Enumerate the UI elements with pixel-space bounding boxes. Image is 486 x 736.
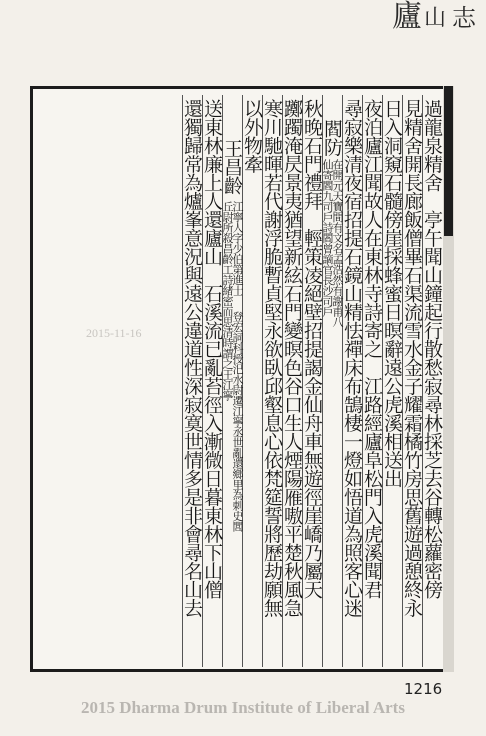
column-text: 過龍泉精舍 亭午聞山鐘起行散愁寂尋林採芝去谷轉松蘿密傍 [421, 99, 443, 599]
page-header [0, 0, 486, 86]
author-note: 仙寄閻九司戶詩閻曾謫官長沙司戶 [321, 159, 334, 317]
text-column [422, 95, 442, 667]
text-column [342, 95, 362, 667]
column-text: 尋寂樂清夜宿招提石鏡山精怯禪床布鵠棲一燈如悟道為照客心迷 [341, 99, 363, 617]
text-column [302, 95, 322, 667]
author-note-column [322, 95, 342, 667]
author-note: 江寧人字少伯第進士 [231, 201, 244, 296]
author-name: 王昌齡 [221, 139, 243, 195]
text-column [182, 95, 202, 667]
column-text: 秋晚石門禮拜 輕策凌絕壁招提謁金仙舟車無遊徑崖嶠乃屬天 [301, 99, 323, 599]
column-text: 夜泊廬江聞故人在東林寺詩寄之 江路經廬阜松門入虎溪聞君 [361, 99, 383, 599]
author-name: 閻防 [321, 119, 343, 156]
header-glyph: 山 [424, 6, 447, 31]
column-text: 見精舍開長廊飯僧畢石渠流雪水金子耀霜橘竹房思舊遊過憩終永 [401, 99, 423, 617]
text-column [402, 95, 422, 667]
text-column [202, 95, 222, 667]
text-column [362, 95, 382, 667]
column-text: 還獨歸常為爐峯意況與遠公違道性深寂寞世情多是非會尋名山去 [181, 99, 203, 617]
margin-mark [444, 86, 453, 236]
column-text: 寒川馳暉若代謝浮脆暫貞堅永欲臥邱壑息心依梵筵誓將歷劫願無 [261, 99, 283, 617]
column-text: 以外物牽 [241, 99, 263, 173]
author-note: 丘尉所殺昌齡工詩緒密而思清時謂之王江寧 [221, 201, 234, 401]
column-text: 日入洞窺石髓傍崖採蜂蜜日暝辭遠公虎溪相送出 [381, 99, 403, 488]
author-note: 在開元天寶間有文名孟浩然有謝甫八 [331, 159, 344, 327]
header-glyph: 志 [452, 4, 476, 32]
author-note: 登宏詞科授汜水尉遷江寧丞世亂還鄉里為刺史閭 [231, 311, 244, 532]
author-note-column [222, 95, 242, 667]
date-watermark: 2015-11-16 [86, 326, 142, 340]
text-column [242, 95, 262, 667]
column-text: 送東林廉上人還廬山 石溪流已亂苔徑入漸微日暮東林下山僧 [201, 99, 223, 599]
text-column [382, 95, 402, 667]
text-column [262, 95, 282, 667]
text-columns [38, 95, 442, 667]
header-glyph: 廬 [392, 0, 422, 34]
page-number: 1216 [404, 680, 443, 698]
margin-strip [443, 86, 454, 672]
column-text: 躑躅淹昃景夷猶望新絃石門變暝色谷口生人煙陽雁嗷平楚秋風急 [281, 99, 303, 617]
text-column [282, 95, 302, 667]
watermark: 2015 Dharma Drum Institute of Liberal Arts [81, 698, 405, 717]
